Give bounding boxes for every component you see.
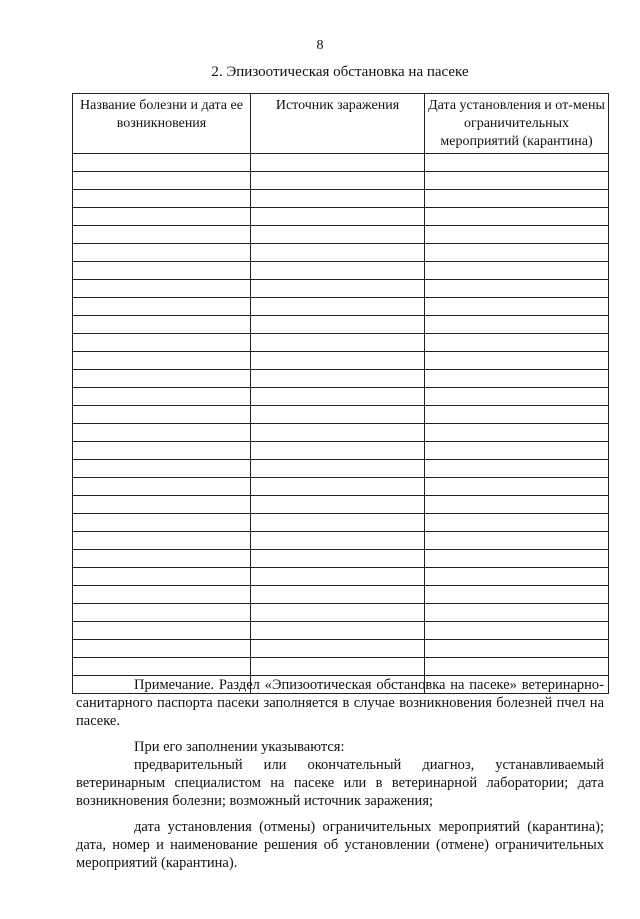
table-cell <box>251 388 425 406</box>
instruction-item-diagnosis: предварительный или окончательный диагноз, устанавливаемый ветеринарным специалистом на пасеке или в ветеринарной лаборатории; дата возникновения болезни; возможный источник заражения; <box>76 757 604 809</box>
table-cell <box>425 208 609 226</box>
table-cell <box>73 298 251 316</box>
table-cell <box>73 190 251 208</box>
table-row <box>73 460 609 478</box>
table-cell <box>251 568 425 586</box>
table-cell <box>73 316 251 334</box>
table-cell <box>425 280 609 298</box>
table-row <box>73 550 609 568</box>
table-cell <box>251 352 425 370</box>
table-cell <box>73 568 251 586</box>
table-cell <box>251 316 425 334</box>
table-row <box>73 280 609 298</box>
table-body <box>73 154 609 694</box>
table-cell <box>425 478 609 496</box>
table-cell <box>425 226 609 244</box>
table-cell <box>73 280 251 298</box>
table-cell <box>251 172 425 190</box>
table-row <box>73 334 609 352</box>
table-row <box>73 424 609 442</box>
table-cell <box>73 208 251 226</box>
table-row <box>73 208 609 226</box>
table-cell <box>251 586 425 604</box>
table-cell <box>73 442 251 460</box>
column-header-disease: Название болезни и дата ее возникновения <box>73 94 251 154</box>
table-cell <box>251 496 425 514</box>
table-cell <box>425 442 609 460</box>
table-cell <box>425 496 609 514</box>
table-cell <box>251 532 425 550</box>
table-row <box>73 658 609 676</box>
section-title: 2. Эпизоотическая обстановка на пасеке <box>211 64 469 80</box>
table-cell <box>73 478 251 496</box>
table-cell <box>73 262 251 280</box>
table-cell <box>73 424 251 442</box>
table-cell <box>251 208 425 226</box>
table-cell <box>425 622 609 640</box>
table-cell <box>251 280 425 298</box>
table-cell <box>251 478 425 496</box>
table-cell <box>251 622 425 640</box>
table-cell <box>425 640 609 658</box>
table-row <box>73 388 609 406</box>
table-cell <box>425 388 609 406</box>
table-cell <box>251 244 425 262</box>
table-row <box>73 406 609 424</box>
table-cell <box>73 460 251 478</box>
table-row <box>73 532 609 550</box>
table-cell <box>73 244 251 262</box>
table-row <box>73 262 609 280</box>
table-cell <box>251 640 425 658</box>
table-cell <box>251 154 425 172</box>
instruction-item-quarantine: дата установления (отмены) ограничительных мероприятий (карантина); дата, номер и наименование решения об установлении (отмене) ограничительных мероприятий (карантина). <box>76 819 604 871</box>
table-cell <box>251 550 425 568</box>
column-header-source: Источник заражения <box>251 94 425 154</box>
table-cell <box>73 658 251 676</box>
table-cell <box>251 262 425 280</box>
table-cell <box>425 460 609 478</box>
table-cell <box>251 604 425 622</box>
table-cell <box>251 298 425 316</box>
table-row <box>73 154 609 172</box>
table-cell <box>251 226 425 244</box>
table-cell <box>73 334 251 352</box>
table-row <box>73 244 609 262</box>
table-cell <box>425 154 609 172</box>
table-cell <box>251 190 425 208</box>
table-row <box>73 190 609 208</box>
table-cell <box>73 172 251 190</box>
table-cell <box>73 226 251 244</box>
note-paragraph: Примечание. Раздел «Эпизоотическая обстановка на пасеке» ветеринарно-санитарного паспорта пасеки заполняется в случае возникновения болезней пчел на пасеке. <box>76 677 604 729</box>
table-row <box>73 478 609 496</box>
table-cell <box>73 352 251 370</box>
table-row <box>73 442 609 460</box>
table-cell <box>425 334 609 352</box>
table-cell <box>425 514 609 532</box>
table-cell <box>425 658 609 676</box>
table-cell <box>73 154 251 172</box>
table-cell <box>425 604 609 622</box>
table-cell <box>425 424 609 442</box>
table-cell <box>73 496 251 514</box>
table-cell <box>73 622 251 640</box>
table-row <box>73 622 609 640</box>
table-cell <box>73 514 251 532</box>
table-row <box>73 568 609 586</box>
table-cell <box>251 370 425 388</box>
table-cell <box>425 406 609 424</box>
table-cell <box>425 352 609 370</box>
table-cell <box>425 550 609 568</box>
table-cell <box>251 460 425 478</box>
column-header-quarantine-dates: Дата установления и от-мены ограничительных мероприятий (карантина) <box>425 94 609 154</box>
table-row <box>73 226 609 244</box>
table-cell <box>73 640 251 658</box>
table-cell <box>425 370 609 388</box>
table-cell <box>73 388 251 406</box>
table-row <box>73 370 609 388</box>
epizootic-table <box>72 93 609 694</box>
table-cell <box>73 604 251 622</box>
notes-section <box>76 676 604 872</box>
table-row <box>73 604 609 622</box>
table-row <box>73 298 609 316</box>
table-cell <box>73 370 251 388</box>
table-row <box>73 514 609 532</box>
table-cell <box>425 586 609 604</box>
table-cell <box>251 334 425 352</box>
table-row <box>73 172 609 190</box>
table-cell <box>425 172 609 190</box>
table-row <box>73 352 609 370</box>
table-row <box>73 316 609 334</box>
instructions-intro: При его заполнении указываются: <box>134 739 345 755</box>
page-number: 8 <box>316 38 324 53</box>
table-cell <box>425 568 609 586</box>
table-cell <box>425 316 609 334</box>
table-cell <box>251 406 425 424</box>
table-cell <box>425 532 609 550</box>
table-header-row <box>73 94 609 154</box>
table-cell <box>73 532 251 550</box>
table-cell <box>251 424 425 442</box>
table-cell <box>425 298 609 316</box>
table-cell <box>251 442 425 460</box>
table-cell <box>425 190 609 208</box>
table-cell <box>251 658 425 676</box>
table-cell <box>73 406 251 424</box>
table-cell <box>251 514 425 532</box>
table-row <box>73 640 609 658</box>
table-cell <box>425 244 609 262</box>
table-cell <box>73 586 251 604</box>
table-cell <box>425 262 609 280</box>
table-cell <box>73 550 251 568</box>
table-row <box>73 496 609 514</box>
table-row <box>73 586 609 604</box>
